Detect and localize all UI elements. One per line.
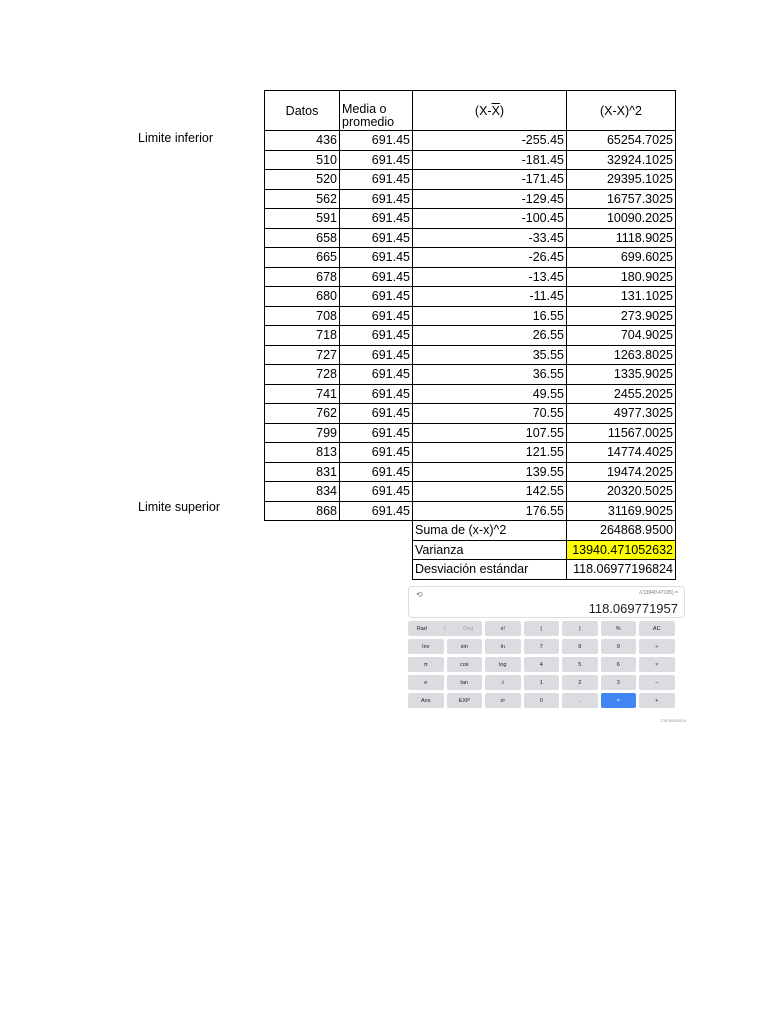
cell-squared: 699.6025 bbox=[567, 248, 676, 268]
table-row bbox=[265, 443, 676, 463]
cell-media: 691.45 bbox=[340, 365, 413, 385]
cell-squared: 704.9025 bbox=[567, 326, 676, 346]
cell-datos: 708 bbox=[265, 306, 340, 326]
cell-datos: 658 bbox=[265, 228, 340, 248]
calculator-expression: √(13940.47105) = bbox=[638, 590, 678, 596]
cell-squared: 14774.4025 bbox=[567, 443, 676, 463]
table-row bbox=[265, 306, 676, 326]
cell-squared: 2455.2025 bbox=[567, 384, 676, 404]
keypad-row bbox=[408, 621, 686, 636]
calc-key[interactable]: xʸ bbox=[485, 693, 521, 708]
calculator-result: 118.069771957 bbox=[588, 601, 678, 616]
angle-mode-toggle[interactable]: Rad | Deg bbox=[408, 621, 482, 636]
cell-squared: 1118.9025 bbox=[567, 228, 676, 248]
cell-deviation: 176.55 bbox=[413, 501, 567, 521]
upper-limit-label: Limite superior bbox=[138, 500, 220, 514]
cell-deviation: 16.55 bbox=[413, 306, 567, 326]
keypad-row bbox=[408, 657, 686, 672]
table-row bbox=[265, 228, 676, 248]
cell-datos: 520 bbox=[265, 170, 340, 190]
cell-datos: 868 bbox=[265, 501, 340, 521]
cell-media: 691.45 bbox=[340, 209, 413, 229]
calc-key[interactable]: 2 bbox=[562, 675, 598, 690]
cell-media: 691.45 bbox=[340, 482, 413, 502]
empty-cell bbox=[265, 521, 413, 541]
history-icon[interactable]: ⟲ bbox=[416, 590, 423, 599]
statistics-table bbox=[264, 90, 676, 580]
sum-row-label: Suma de (x-x)^2 bbox=[413, 521, 567, 541]
calc-key[interactable]: 7 bbox=[524, 639, 560, 654]
calc-key[interactable]: . bbox=[562, 693, 598, 708]
cell-deviation: -100.45 bbox=[413, 209, 567, 229]
table-row bbox=[265, 384, 676, 404]
cell-deviation: -13.45 bbox=[413, 267, 567, 287]
cell-squared: 20320.5025 bbox=[567, 482, 676, 502]
cell-media: 691.45 bbox=[340, 423, 413, 443]
cell-datos: 813 bbox=[265, 443, 340, 463]
cell-deviation: -26.45 bbox=[413, 248, 567, 268]
calc-key[interactable]: 6 bbox=[601, 657, 637, 672]
sum-row-value: 264868.9500 bbox=[567, 521, 676, 541]
cell-datos: 762 bbox=[265, 404, 340, 424]
lower-limit-label: Limite inferior bbox=[138, 131, 214, 145]
cell-deviation: 107.55 bbox=[413, 423, 567, 443]
std-dev-row-label: Desviación estándar bbox=[413, 560, 567, 580]
table-row bbox=[265, 287, 676, 307]
cell-media: 691.45 bbox=[340, 267, 413, 287]
calc-key[interactable]: Ans bbox=[408, 693, 444, 708]
calc-key[interactable]: + bbox=[639, 693, 675, 708]
cell-squared: 1335.9025 bbox=[567, 365, 676, 385]
cell-datos: 591 bbox=[265, 209, 340, 229]
calc-key[interactable]: log bbox=[485, 657, 521, 672]
cell-media: 691.45 bbox=[340, 189, 413, 209]
table-row bbox=[265, 131, 676, 151]
cell-media: 691.45 bbox=[340, 306, 413, 326]
header-row bbox=[265, 91, 676, 131]
table-row bbox=[265, 150, 676, 170]
cell-squared: 29395.1025 bbox=[567, 170, 676, 190]
cell-deviation: -129.45 bbox=[413, 189, 567, 209]
cell-squared: 4977.3025 bbox=[567, 404, 676, 424]
table-row bbox=[265, 209, 676, 229]
cell-media: 691.45 bbox=[340, 326, 413, 346]
table-row bbox=[265, 170, 676, 190]
cell-deviation: 142.55 bbox=[413, 482, 567, 502]
cell-datos: 741 bbox=[265, 384, 340, 404]
calc-key[interactable]: ) bbox=[562, 621, 598, 636]
calc-key[interactable]: 5 bbox=[562, 657, 598, 672]
cell-squared: 31169.9025 bbox=[567, 501, 676, 521]
table-row bbox=[265, 189, 676, 209]
cell-media: 691.45 bbox=[340, 345, 413, 365]
calculator-keypad bbox=[408, 621, 686, 711]
std-dev-row-value: 118.06977196824 bbox=[567, 560, 676, 580]
table-row bbox=[265, 482, 676, 502]
cell-squared: 19474.2025 bbox=[567, 462, 676, 482]
cell-media: 691.45 bbox=[340, 170, 413, 190]
calc-key[interactable]: e bbox=[408, 675, 444, 690]
table-row bbox=[265, 423, 676, 443]
table-row bbox=[265, 404, 676, 424]
header-datos: Datos bbox=[265, 91, 340, 131]
variance-row bbox=[265, 540, 676, 560]
cell-deviation: 49.55 bbox=[413, 384, 567, 404]
calc-key[interactable]: 1 bbox=[524, 675, 560, 690]
cell-datos: 678 bbox=[265, 267, 340, 287]
cell-datos: 727 bbox=[265, 345, 340, 365]
variance-row-value: 13940.471052632 bbox=[567, 540, 676, 560]
cell-media: 691.45 bbox=[340, 462, 413, 482]
keypad-row bbox=[408, 675, 686, 690]
keypad-row bbox=[408, 639, 686, 654]
cell-datos: 562 bbox=[265, 189, 340, 209]
table-row bbox=[265, 248, 676, 268]
calc-key[interactable]: 9 bbox=[601, 639, 637, 654]
calc-key[interactable]: EXP bbox=[447, 693, 483, 708]
calc-key[interactable]: ( bbox=[524, 621, 560, 636]
calc-key[interactable]: 3 bbox=[601, 675, 637, 690]
calc-key[interactable]: cos bbox=[447, 657, 483, 672]
calc-key[interactable]: % bbox=[601, 621, 637, 636]
cell-media: 691.45 bbox=[340, 287, 413, 307]
table-row bbox=[265, 267, 676, 287]
cell-datos: 834 bbox=[265, 482, 340, 502]
cell-datos: 831 bbox=[265, 462, 340, 482]
equals-button[interactable]: = bbox=[601, 693, 637, 708]
calc-key[interactable]: 0 bbox=[524, 693, 560, 708]
calc-key[interactable]: ln bbox=[485, 639, 521, 654]
cell-squared: 10090.2025 bbox=[567, 209, 676, 229]
cell-squared: 11567.0025 bbox=[567, 423, 676, 443]
cell-squared: 131.1025 bbox=[567, 287, 676, 307]
cell-media: 691.45 bbox=[340, 131, 413, 151]
cell-media: 691.45 bbox=[340, 501, 413, 521]
table-row bbox=[265, 462, 676, 482]
calc-key[interactable]: × bbox=[639, 657, 675, 672]
cell-datos: 728 bbox=[265, 365, 340, 385]
calc-key[interactable]: tan bbox=[447, 675, 483, 690]
cell-datos: 510 bbox=[265, 150, 340, 170]
table-row bbox=[265, 326, 676, 346]
cell-squared: 65254.7025 bbox=[567, 131, 676, 151]
calculator-footer[interactable]: Comentarios bbox=[660, 718, 686, 723]
cell-media: 691.45 bbox=[340, 384, 413, 404]
cell-deviation: -11.45 bbox=[413, 287, 567, 307]
cell-squared: 16757.3025 bbox=[567, 189, 676, 209]
cell-datos: 665 bbox=[265, 248, 340, 268]
calc-key[interactable]: AC bbox=[639, 621, 675, 636]
cell-media: 691.45 bbox=[340, 228, 413, 248]
cell-squared: 1263.8025 bbox=[567, 345, 676, 365]
cell-datos: 680 bbox=[265, 287, 340, 307]
keypad-row bbox=[408, 693, 686, 708]
cell-deviation: 121.55 bbox=[413, 443, 567, 463]
calc-key[interactable]: Inv bbox=[408, 639, 444, 654]
calc-key[interactable]: π bbox=[408, 657, 444, 672]
cell-deviation: -255.45 bbox=[413, 131, 567, 151]
cell-datos: 718 bbox=[265, 326, 340, 346]
calc-key[interactable]: √ bbox=[485, 675, 521, 690]
calc-key[interactable]: ÷ bbox=[639, 639, 675, 654]
cell-media: 691.45 bbox=[340, 150, 413, 170]
cell-deviation: 70.55 bbox=[413, 404, 567, 424]
cell-deviation: -171.45 bbox=[413, 170, 567, 190]
cell-deviation: 26.55 bbox=[413, 326, 567, 346]
variance-row-label: Varianza bbox=[413, 540, 567, 560]
header-media: Media o promedio bbox=[340, 91, 413, 131]
header-squared: (X-X)^2 bbox=[567, 91, 676, 131]
cell-squared: 32924.1025 bbox=[567, 150, 676, 170]
cell-media: 691.45 bbox=[340, 248, 413, 268]
table-row bbox=[265, 501, 676, 521]
empty-cell bbox=[265, 560, 413, 580]
calc-key[interactable]: − bbox=[639, 675, 675, 690]
cell-datos: 799 bbox=[265, 423, 340, 443]
cell-deviation: 36.55 bbox=[413, 365, 567, 385]
cell-media: 691.45 bbox=[340, 443, 413, 463]
calc-key[interactable]: 4 bbox=[524, 657, 560, 672]
calc-key[interactable]: sin bbox=[447, 639, 483, 654]
header-deviation: $(X-\overline{X})$ bbox=[413, 91, 567, 131]
cell-deviation: -33.45 bbox=[413, 228, 567, 248]
std-dev-row bbox=[265, 560, 676, 580]
cell-deviation: 139.55 bbox=[413, 462, 567, 482]
sum-row bbox=[265, 521, 676, 541]
calculator-widget bbox=[405, 582, 688, 724]
empty-cell bbox=[265, 540, 413, 560]
cell-squared: 180.9025 bbox=[567, 267, 676, 287]
calc-key[interactable]: x! bbox=[485, 621, 521, 636]
cell-media: 691.45 bbox=[340, 404, 413, 424]
table-row bbox=[265, 345, 676, 365]
cell-deviation: -181.45 bbox=[413, 150, 567, 170]
cell-datos: 436 bbox=[265, 131, 340, 151]
cell-squared: 273.9025 bbox=[567, 306, 676, 326]
calc-key[interactable]: 8 bbox=[562, 639, 598, 654]
calculator-display bbox=[408, 586, 685, 618]
cell-deviation: 35.55 bbox=[413, 345, 567, 365]
table-row bbox=[265, 365, 676, 385]
